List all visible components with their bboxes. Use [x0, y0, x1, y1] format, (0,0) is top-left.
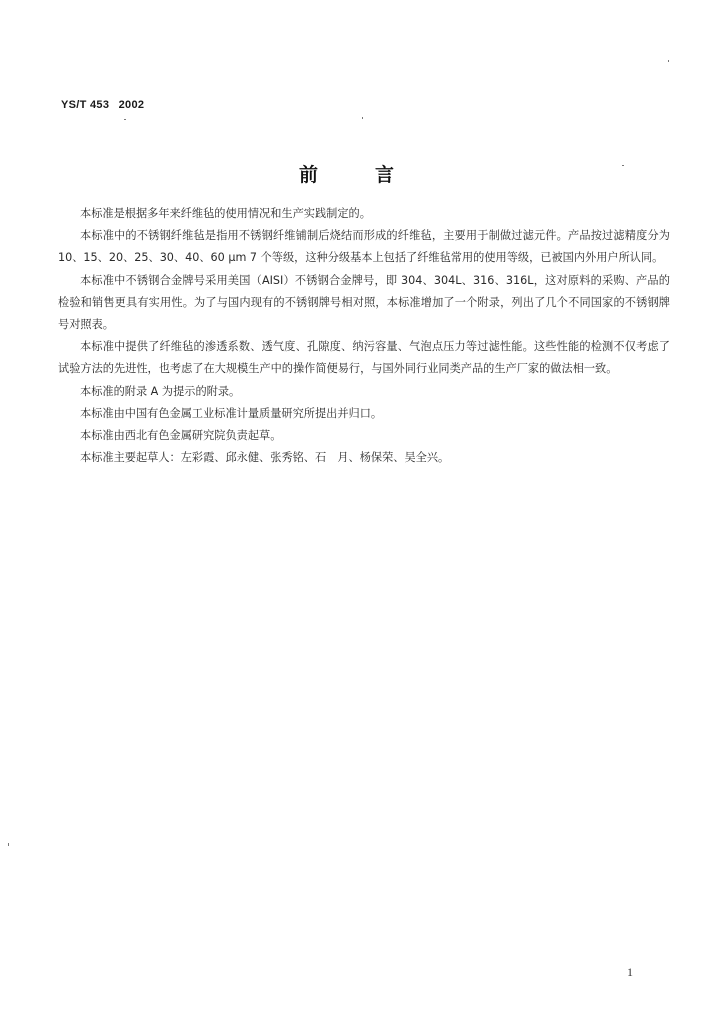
- paragraph: 本标准由中国有色金属工业标准计量质量研究所提出并归口。: [80, 406, 383, 420]
- paragraph: 本标准由西北有色金属研究院负责起草。: [80, 429, 282, 443]
- foreword-body: [58, 203, 670, 469]
- paragraph: 本标准中不锈钢合金牌号采用美国（AISI）不锈钢合金牌号，即 304、304L、316、316L，这对原料的采购、产品的检验和销售更具有实用性。为了与国内现有的不锈钢牌号相对照，本标准增加了一个附录，列出了几个不同国家的不锈钢牌号对照表。: [58, 273, 670, 332]
- paragraph: 本标准的附录 A 为提示的附录。: [80, 384, 241, 398]
- scan-speck: [362, 117, 363, 119]
- paragraph: 本标准中提供了纤维毡的渗透系数、透气度、孔隙度、纳污容量、气泡点压力等过滤性能。这些性能的检测不仅考虑了试验方法的先进性，也考虑了在大规模生产中的操作简便易行，与国外同行业同类产品的生产厂家的做法相一致。: [58, 340, 670, 376]
- standard-year: 2002: [118, 99, 145, 111]
- paragraph: 本标准是根据多年来纤维毡的使用情况和生产实践制定的。: [80, 207, 371, 220]
- scan-speck: [668, 60, 669, 62]
- paragraph: 本标准中的不锈钢纤维毡是指用不锈钢纤维铺制后烧结而形成的纤维毡，主要用于制做过滤元件。产品按过滤精度分为 10、15、20、25、30、40、60 μm 7 个等级，这种分级基本上包括了纤维毡常用的使用等级，已被国内外用户所认同。: [58, 229, 670, 265]
- page-number: 1: [627, 965, 633, 979]
- standard-code: YS/T 453: [61, 99, 110, 111]
- scan-speck: [8, 843, 9, 846]
- scan-speck: [124, 119, 126, 120]
- paragraph: 本标准主要起草人：左彩霞、邱永健、张秀铭、石 月、杨保荣、吴全兴。: [80, 451, 450, 465]
- page-title: 前言: [299, 164, 452, 186]
- scan-speck: [622, 165, 624, 166]
- standard-code-header: [61, 99, 150, 111]
